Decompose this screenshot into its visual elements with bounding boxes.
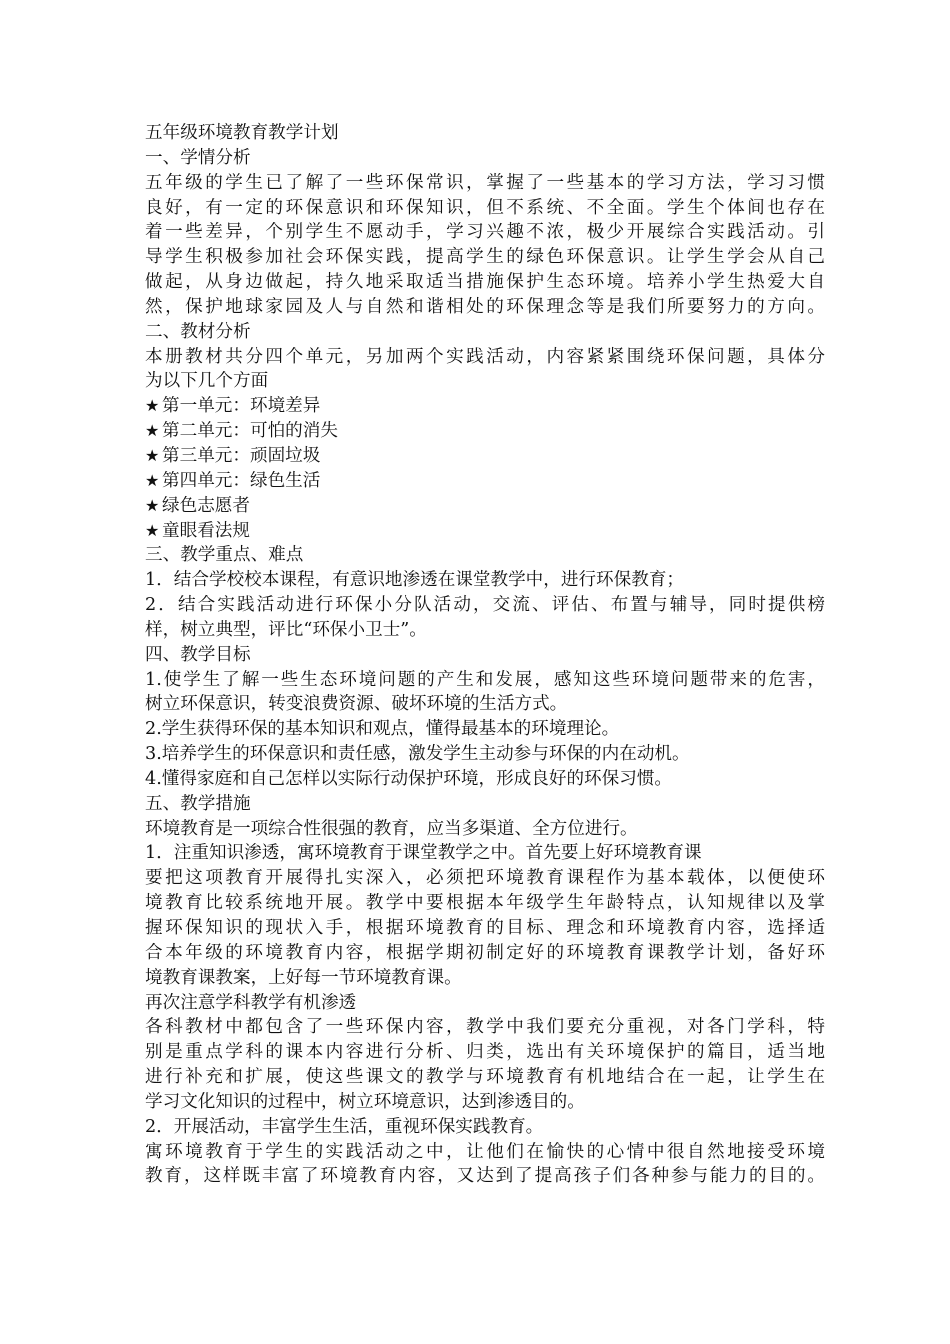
star-icon: ★ xyxy=(145,445,160,465)
paragraph-line: 寓环境教育于学生的实践活动之中，让他们在愉快的心情中很自然地接受环境 xyxy=(145,1141,825,1162)
paragraph-line: 3.培养学生的环保意识和责任感，激发学生主动参与环保的内在动机。 xyxy=(145,744,690,765)
unit-label: 第四单元：绿色生活 xyxy=(162,470,321,491)
paragraph-line: 境教育课教案，上好每一节环境教育课。 xyxy=(145,967,462,988)
paragraph-line: 五年级的学生已了解了一些环保常识，掌握了一些基本的学习方法，学习习惯 xyxy=(145,172,825,193)
paragraph-line: 样，树立典型，评比“环保小卫士”。 xyxy=(145,619,427,640)
section-heading-4: 四、教学目标 xyxy=(145,644,251,665)
unit-list-item xyxy=(145,419,825,444)
unit-label: 绿色志愿者 xyxy=(162,495,250,516)
paragraph-line: 为以下几个方面 xyxy=(145,371,269,392)
paragraph-line: 然，保护地球家园及人与自然和谐相处的环保理念等是我们所要努力的方向。 xyxy=(145,296,825,317)
paragraph-line: 境教育比较系统地开展。教学中要根据本年级学生年龄特点，认知规律以及掌 xyxy=(145,893,825,914)
unit-label: 第二单元：可怕的消失 xyxy=(162,421,338,442)
paragraph-line: 做起，从身边做起，持久地采取适当措施保护生态环境。培养小学生热爱大自 xyxy=(145,272,825,293)
paragraph-line: 要把这项教育开展得扎实深入，必须把环境教育课程作为基本载体，以便使环 xyxy=(145,868,825,889)
paragraph-line: 进行补充和扩展，使这些课文的教学与环境教育有机地结合在一起，让学生在 xyxy=(145,1067,825,1088)
paragraph-line: 树立环保意识，转变浪费资源、破坏环境的生活方式。 xyxy=(145,694,568,715)
section-heading-1: 一、学情分析 xyxy=(145,147,251,168)
paragraph-line: 本册教材共分四个单元，另加两个实践活动，内容紧紧围绕环保问题，具体分 xyxy=(145,346,825,367)
paragraph-line: 环境教育是一项综合性很强的教育，应当多渠道、全方位进行。 xyxy=(145,818,638,839)
paragraph-line: 4.懂得家庭和自己怎样以实际行动保护环境，形成良好的环保习惯。 xyxy=(145,768,673,789)
star-icon: ★ xyxy=(145,421,160,441)
paragraph-line: 握环保知识的现状入手，根据环境教育的目标、理念和环境教育内容，选择适 xyxy=(145,918,825,938)
unit-label: 第三单元：顽固垃圾 xyxy=(162,445,321,466)
measure-title: 2．开展活动，丰富学生生活，重视环保实践教育。 xyxy=(145,1116,544,1137)
page-title: 五年级环境教育教学计划 xyxy=(145,123,339,143)
star-icon: ★ xyxy=(145,470,160,490)
paragraph-line: 2．结合实践活动进行环保小分队活动，交流、评估、布置与辅导，同时提供榜 xyxy=(145,595,825,616)
unit-list-item xyxy=(145,494,825,519)
section-heading-5: 五、教学措施 xyxy=(145,793,251,814)
star-icon: ★ xyxy=(145,396,160,416)
unit-label: 童眼看法规 xyxy=(162,520,250,541)
paragraph-line: 合本年级的环境教育内容，根据学期初制定好的环境教育课教学计划，备好环 xyxy=(145,942,825,963)
paragraph-line: 2.学生获得环保的基本知识和观点，懂得最基本的环境理论。 xyxy=(145,719,620,740)
section-heading-3: 三、教学重点、难点 xyxy=(145,545,304,566)
paragraph-line: 着一些差异，个别学生不愿动手，学习兴趣不浓，极少开展综合实践活动。引 xyxy=(145,222,825,243)
paragraph-line: 教育，这样既丰富了环境教育内容，又达到了提高孩子们各种参与能力的目的。 xyxy=(145,1166,825,1187)
unit-list-item xyxy=(145,444,825,469)
unit-label: 第一单元：环境差异 xyxy=(162,396,321,417)
unit-list-item xyxy=(145,394,825,419)
paragraph-line: 各科教材中都包含了一些环保内容，教学中我们要充分重视，对各门学科，特 xyxy=(145,1017,825,1038)
paragraph-line: 导学生积极参加社会环保实践，提高学生的绿色环保意识。让学生学会从自己 xyxy=(145,247,825,268)
paragraph-line: 1．结合学校校本课程，有意识地渗透在课堂教学中，进行环保教育； xyxy=(145,570,685,591)
star-icon: ★ xyxy=(145,495,160,515)
paragraph-line: 学习文化知识的过程中，树立环境意识，达到渗透目的。 xyxy=(145,1091,585,1112)
measure-title: 1．注重知识渗透，寓环境教育于课堂教学之中。首先要上好环境教育课 xyxy=(145,843,702,864)
document-page xyxy=(145,121,825,1189)
star-icon: ★ xyxy=(145,520,160,540)
measure-subtitle: 再次注意学科教学有机渗透 xyxy=(145,992,357,1013)
paragraph-line: 1.使学生了解一些生态环境问题的产生和发展，感知这些环境问题带来的危害， xyxy=(145,669,825,690)
paragraph-line: 别是重点学科的课本内容进行分析、归类，选出有关环境保护的篇目，适当地 xyxy=(145,1042,825,1063)
section-heading-2: 二、教材分析 xyxy=(145,321,251,342)
paragraph-line: 良好，有一定的环保意识和环保知识，但不系统、不全面。学生个体间也存在 xyxy=(145,197,825,218)
unit-list-item xyxy=(145,519,825,544)
unit-list-item xyxy=(145,469,825,494)
